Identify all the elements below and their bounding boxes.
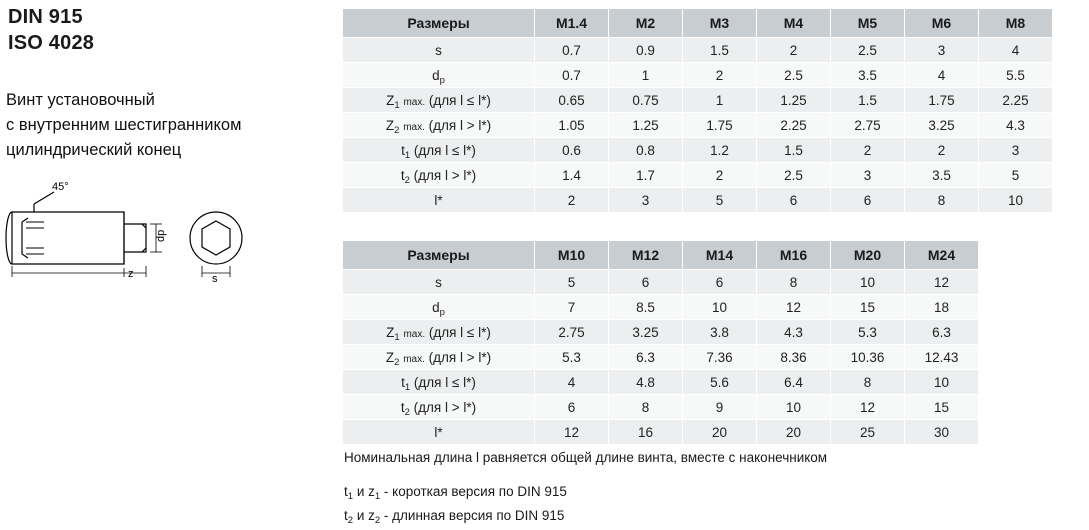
header-m16: M16	[757, 241, 831, 270]
table-row	[343, 188, 1053, 213]
header-m6: M6	[905, 9, 979, 38]
cell: 4	[905, 63, 979, 88]
cell: 2.5	[757, 63, 831, 88]
row-label: $Z_2$ max. (для l > l*)	[343, 345, 535, 370]
standard-din: DIN 915	[8, 6, 83, 28]
header-dimensions: Размеры	[343, 241, 535, 270]
row-label: $t_1$ (для l ≤ l*)	[343, 138, 535, 163]
note-nominal-length: Номинальная длина l равняется общей длине винта, вместе с наконечником	[344, 450, 828, 465]
dimensions-table-small	[342, 8, 1053, 213]
cell: 4.3	[979, 113, 1053, 138]
drawing-label-angle: 45°	[52, 181, 69, 193]
table-row	[343, 270, 979, 295]
cell: 0.65	[535, 88, 609, 113]
cell: 5	[683, 188, 757, 213]
cell: 1.5	[757, 138, 831, 163]
cell: 3.8	[683, 320, 757, 345]
drawing-label-z: z	[128, 268, 134, 280]
cell: 2	[757, 38, 831, 63]
description-line-3: цилиндрический конец	[6, 141, 182, 159]
description-line-1: Винт установочный	[6, 91, 155, 109]
product-description	[6, 88, 241, 163]
table-header-row	[343, 9, 1053, 38]
cell: 25	[831, 420, 905, 445]
cell: 5.3	[535, 345, 609, 370]
cell: 6	[609, 270, 683, 295]
cell: 3	[831, 163, 905, 188]
cell: 10.36	[831, 345, 905, 370]
row-label: $d_p$	[343, 63, 535, 88]
cell: 3.25	[609, 320, 683, 345]
cell: 5	[979, 163, 1053, 188]
header-m12: M12	[609, 241, 683, 270]
cell: 3	[609, 188, 683, 213]
row-label: $d_p$	[343, 295, 535, 320]
cell: 0.6	[535, 138, 609, 163]
cell: 10	[831, 270, 905, 295]
cell: 5	[535, 270, 609, 295]
cell: 1.5	[683, 38, 757, 63]
cell: 12	[535, 420, 609, 445]
cell: 2	[683, 63, 757, 88]
cell: 6	[757, 188, 831, 213]
cell: 2	[831, 138, 905, 163]
cell: 3.5	[905, 163, 979, 188]
header-m8: M8	[979, 9, 1053, 38]
cell: 2.25	[979, 88, 1053, 113]
cell: 5.6	[683, 370, 757, 395]
cell: 1.05	[535, 113, 609, 138]
cell: 9	[683, 395, 757, 420]
drawing-label-dp: dp	[155, 229, 167, 242]
cell: 2.75	[535, 320, 609, 345]
table-row	[343, 420, 979, 445]
header-m3: M3	[683, 9, 757, 38]
standard-iso: ISO 4028	[8, 32, 95, 54]
cell: 10	[905, 370, 979, 395]
cell: 2.75	[831, 113, 905, 138]
cell: 12	[831, 395, 905, 420]
cell: 0.9	[609, 38, 683, 63]
cell: 0.75	[609, 88, 683, 113]
cell: 20	[757, 420, 831, 445]
cell: 1.25	[609, 113, 683, 138]
cell: 30	[905, 420, 979, 445]
table-row	[343, 370, 979, 395]
description-line-2: с внутренним шестигранником	[6, 116, 242, 134]
table-row	[343, 345, 979, 370]
cell: 0.7	[535, 63, 609, 88]
row-label: s	[343, 270, 535, 295]
cell: 1	[683, 88, 757, 113]
header-m20: M20	[831, 241, 905, 270]
row-label: $Z_1$ max. (для l ≤ l*)	[343, 88, 535, 113]
cell: 6	[831, 188, 905, 213]
screw-drawing-svg	[4, 178, 334, 288]
cell: 16	[609, 420, 683, 445]
cell: 15	[831, 295, 905, 320]
cell: 5.5	[979, 63, 1053, 88]
cell: 8	[831, 370, 905, 395]
header-m1-4: M1.4	[535, 9, 609, 38]
cell: 10	[757, 395, 831, 420]
row-label: $t_2$ (для l > l*)	[343, 163, 535, 188]
header-m2: M2	[609, 9, 683, 38]
row-label: $Z_2$ max. (для l > l*)	[343, 113, 535, 138]
header-m4: M4	[757, 9, 831, 38]
cell: 1.7	[609, 163, 683, 188]
cell: 2	[535, 188, 609, 213]
cell: 4.3	[757, 320, 831, 345]
cell: 2	[683, 163, 757, 188]
cell: 4.8	[609, 370, 683, 395]
cell: 5.3	[831, 320, 905, 345]
cell: 1.5	[831, 88, 905, 113]
table-header-row	[343, 241, 979, 270]
row-label: l*	[343, 420, 535, 445]
cell: 6.4	[757, 370, 831, 395]
note-short-version: $t_1$ и $z_1$ - короткая версия по DIN 915	[344, 484, 567, 502]
cell: 7.36	[683, 345, 757, 370]
cell: 1.25	[757, 88, 831, 113]
note-long-version: $t_2$ и $z_2$ - длинная версия по DIN 915	[344, 508, 565, 526]
table-row	[343, 88, 1053, 113]
cell: 12	[905, 270, 979, 295]
table-row	[343, 63, 1053, 88]
row-label: $t_1$ (для l ≤ l*)	[343, 370, 535, 395]
cell: 3.25	[905, 113, 979, 138]
cell: 0.8	[609, 138, 683, 163]
cell: 2.5	[757, 163, 831, 188]
cell: 8	[905, 188, 979, 213]
cell: 2.25	[757, 113, 831, 138]
cell: 2.5	[831, 38, 905, 63]
standard-title	[8, 4, 94, 56]
table-small	[342, 8, 1053, 213]
cell: 3	[979, 138, 1053, 163]
table-row	[343, 38, 1053, 63]
row-label: $t_2$ (для l > l*)	[343, 395, 535, 420]
cell: 8.5	[609, 295, 683, 320]
table-row	[343, 395, 979, 420]
table-row	[343, 113, 1053, 138]
cell: 1.4	[535, 163, 609, 188]
cell: 6.3	[609, 345, 683, 370]
cell: 6	[535, 395, 609, 420]
cell: 6	[683, 270, 757, 295]
header-m14: M14	[683, 241, 757, 270]
header-dimensions: Размеры	[343, 9, 535, 38]
row-label: s	[343, 38, 535, 63]
header-m10: M10	[535, 241, 609, 270]
cell: 7	[535, 295, 609, 320]
cell: 4	[979, 38, 1053, 63]
cell: 18	[905, 295, 979, 320]
header-m24: M24	[905, 241, 979, 270]
cell: 8.36	[757, 345, 831, 370]
screw-technical-drawing	[4, 178, 334, 288]
cell: 6.3	[905, 320, 979, 345]
cell: 8	[757, 270, 831, 295]
table-row	[343, 320, 979, 345]
cell: 3	[905, 38, 979, 63]
row-label: $Z_1$ max. (для l ≤ l*)	[343, 320, 535, 345]
cell: 2	[905, 138, 979, 163]
cell: 0.7	[535, 38, 609, 63]
cell: 1.2	[683, 138, 757, 163]
cell: 8	[609, 395, 683, 420]
cell: 4	[535, 370, 609, 395]
cell: 12.43	[905, 345, 979, 370]
table-large	[342, 240, 979, 445]
table-row	[343, 295, 979, 320]
cell: 1.75	[683, 113, 757, 138]
cell: 20	[683, 420, 757, 445]
drawing-label-s: s	[212, 273, 218, 285]
cell: 10	[683, 295, 757, 320]
cell: 1.75	[905, 88, 979, 113]
left-info-column	[0, 0, 340, 526]
cell: 10	[979, 188, 1053, 213]
row-label: l*	[343, 188, 535, 213]
table-row	[343, 138, 1053, 163]
header-m5: M5	[831, 9, 905, 38]
cell: 1	[609, 63, 683, 88]
dimensions-table-large	[342, 240, 979, 445]
table-row	[343, 163, 1053, 188]
footnotes	[344, 448, 827, 530]
cell: 15	[905, 395, 979, 420]
cell: 12	[757, 295, 831, 320]
cell: 3.5	[831, 63, 905, 88]
